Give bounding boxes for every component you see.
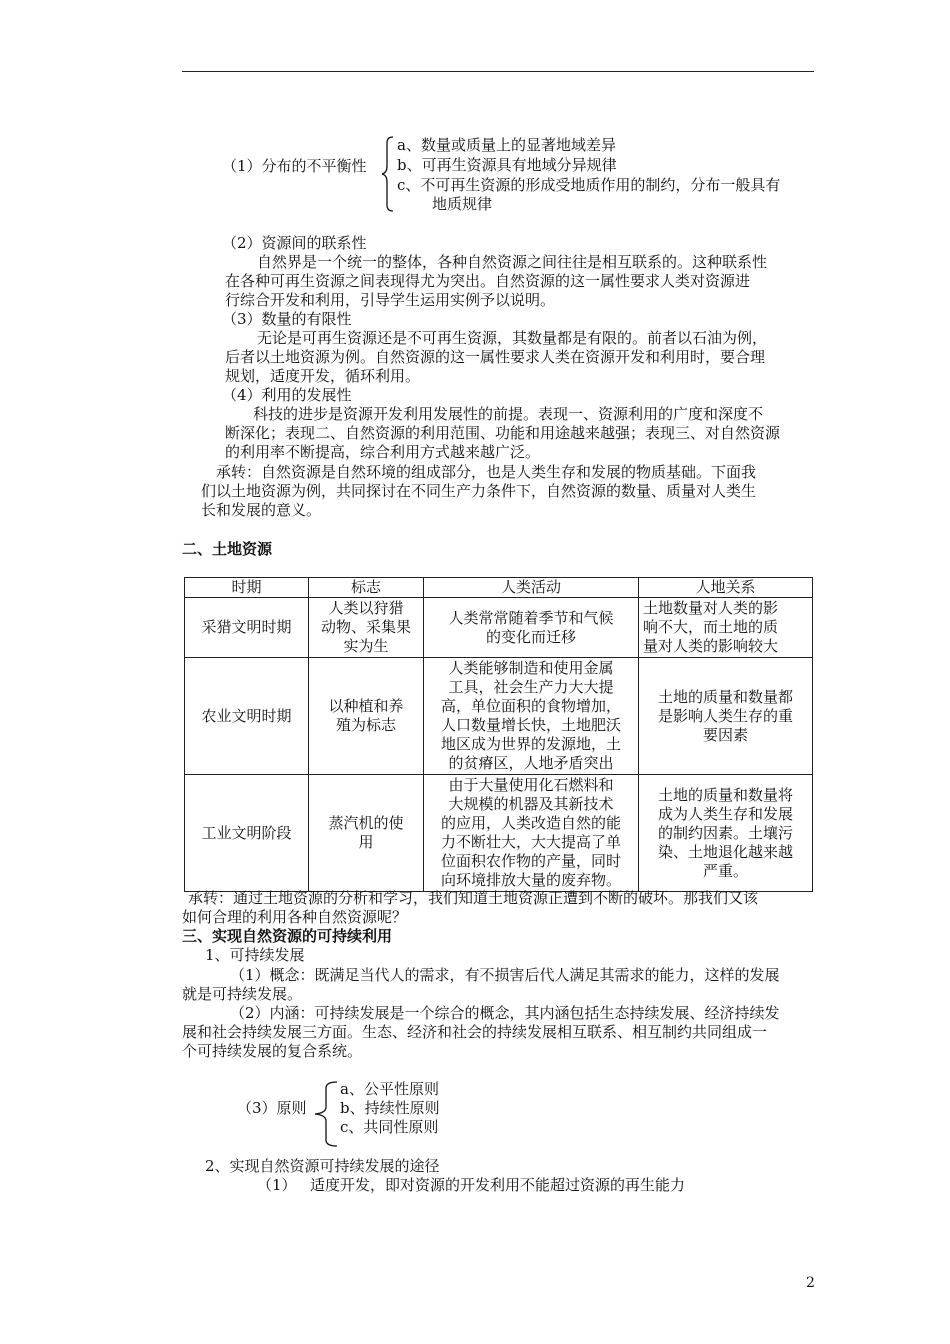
linkage-line-2: 在各种可再生资源之间表现得尤为突出。自然资源的这一属性要求人类对资源进 — [225, 272, 751, 290]
transition-2-line-1: 承转：通过土地资源的分析和学习，我们知道土地资源正遭到不断的破坏。那我们又该 — [188, 889, 759, 907]
cell-line: 的变化而迁移 — [485, 627, 576, 646]
distribution-item-c: c、不可再生资源的形成受地质作用的制约，分布一般具有 — [397, 176, 781, 194]
way-1-number: （1） — [257, 1176, 297, 1194]
linkage-title: （2）资源间的联系性 — [222, 234, 367, 252]
table-header-row — [185, 578, 813, 598]
cell-line: 染、土地退化越来越 — [657, 842, 793, 861]
development-line-2: 断深化；表现二、自然资源的利用范围、功能和用途越来越强；表现三、对自然资源 — [225, 424, 781, 442]
cell-line: 严重。 — [702, 861, 748, 880]
cell-line: 人类能够制造和使用金属 — [448, 659, 614, 677]
table-row — [185, 598, 813, 658]
limited-line-1: 无论是可再生资源还是不可再生资源，其数量都是有限的。前者以石油为例， — [257, 329, 768, 347]
relation-cell — [639, 775, 813, 892]
cell-line: 动物、采集果 — [320, 618, 411, 636]
cell-line: 高，单位面积的食物增加， — [440, 697, 621, 715]
cell-line: 是影响人类生存的重 — [657, 706, 793, 725]
cell-line: 大规模的机器及其新技术 — [448, 795, 614, 813]
ways-subheading: 2、实现自然资源可持续发展的途径 — [205, 1157, 440, 1175]
cell-line: 蒸汽机的使 — [328, 814, 404, 832]
activity-cell — [424, 775, 639, 892]
cell-line: 土地的质量和数量都 — [657, 687, 793, 706]
way-1-text: 适度开发，即对资源的开发利用不能超过资源的再生能力 — [310, 1176, 686, 1194]
concept-line-2: 就是可持续发展。 — [182, 985, 303, 1003]
section-2-heading: 二、土地资源 — [182, 540, 273, 558]
transition-1-line-3: 长和发展的意义。 — [201, 501, 322, 519]
cell-line: 的制约因素。土壤污 — [657, 823, 793, 842]
activity-cell — [424, 598, 639, 658]
cell-line: 实为生 — [343, 637, 389, 655]
cell-line: 成为人类生存和发展 — [657, 804, 793, 823]
connotation-line-2: 展和社会持续发展三方面。生态、经济和社会的持续发展相互联系、相互制约共同组成一 — [182, 1023, 768, 1041]
cell-line: 土地的质量和数量将 — [657, 785, 793, 804]
cell-line: 的贫瘠区，人地矛盾突出 — [448, 754, 614, 772]
cell-line: 要因素 — [702, 725, 748, 744]
table-header-cell: 人地关系 — [639, 578, 813, 598]
distribution-item-a: a、数量或质量上的显著地域差异 — [397, 136, 616, 154]
principle-item-b: b、持续性原则 — [340, 1099, 440, 1117]
period-cell: 采猎文明时期 — [185, 598, 309, 658]
cell-line: 人类以狩猎 — [328, 599, 404, 617]
distribution-label: （1）分布的不平衡性 — [222, 157, 367, 175]
limited-title: （3）数量的有限性 — [222, 310, 352, 328]
connotation-line-3: 个可持续发展的复合系统。 — [182, 1042, 363, 1060]
cell-line: 工具，社会生产力大大提 — [448, 678, 614, 696]
transition-1-line-2: 们以土地资源为例，共同探讨在不同生产力条件下，自然资源的数量、质量对人类生 — [201, 482, 757, 500]
left-brace-icon — [380, 135, 396, 213]
cell-line: 地区成为世界的发源地，土 — [440, 735, 621, 753]
transition-1-line-1: 承转：自然资源是自然环境的组成部分，也是人类生存和发展的物质基础。下面我 — [216, 463, 757, 481]
limited-line-3: 规划，适度开发，循环利用。 — [225, 367, 421, 385]
cell-line: 位面积农作物的产量，同时 — [440, 852, 621, 870]
linkage-line-3: 行综合开发和利用，引导学生运用实例予以说明。 — [225, 291, 556, 309]
cell-line: 力不断壮大，大大提高了单 — [440, 833, 621, 851]
principle-label: （3）原则 — [237, 1099, 307, 1117]
mark-cell — [309, 598, 424, 658]
period-cell: 农业文明时期 — [185, 658, 309, 775]
relation-cell — [639, 598, 813, 658]
table-row — [185, 658, 813, 775]
left-brace-icon — [312, 1080, 340, 1148]
table-header-cell: 时期 — [185, 578, 309, 598]
cell-line: 土地数量对人类的影 — [643, 599, 779, 617]
table-row — [185, 775, 813, 892]
table-header-cell: 标志 — [309, 578, 424, 598]
distribution-item-c-cont: 地质规律 — [432, 195, 493, 213]
connotation-line-1: （2）内涵：可持续发展是一个综合的概念，其内涵包括生态持续发展、经济持续发 — [230, 1004, 780, 1022]
development-line-1: 科技的进步是资源开发利用发展性的前提。表现一、资源利用的广度和深度不 — [253, 405, 764, 423]
land-resource-table — [184, 577, 813, 892]
development-title: （4）利用的发展性 — [222, 386, 352, 404]
limited-line-2: 后者以土地资源为例。自然资源的这一属性要求人类在资源开发和利用时，要合理 — [225, 348, 766, 366]
cell-line: 向环境排放大量的废弃物。 — [440, 871, 621, 889]
page-number: 2 — [806, 1275, 815, 1291]
sustainable-subheading: 1、可持续发展 — [205, 946, 305, 964]
cell-line: 用 — [358, 833, 374, 851]
header-rule — [182, 71, 814, 72]
distribution-item-b: b、可再生资源具有地域分异规律 — [397, 156, 617, 174]
table-header-cell: 人类活动 — [424, 578, 639, 598]
activity-cell — [424, 658, 639, 775]
cell-line: 人类常常随着季节和气候 — [448, 608, 614, 627]
section-3-heading: 三、实现自然资源的可持续利用 — [182, 927, 393, 945]
relation-cell — [639, 658, 813, 775]
cell-line: 以种植和养 — [328, 697, 404, 715]
cell-line: 响不大，而土地的质 — [643, 618, 779, 636]
cell-line: 殖为标志 — [335, 716, 396, 734]
transition-2-line-2: 如何合理的利用各种自然资源呢？ — [182, 908, 408, 926]
linkage-line-1: 自然界是一个统一的整体，各种自然资源之间往往是相互联系的。这种联系性 — [257, 253, 768, 271]
cell-line: 由于大量使用化石燃料和 — [448, 776, 614, 794]
cell-line: 人口数量增长快，土地肥沃 — [440, 716, 621, 734]
concept-line-1: （1）概念：既满足当代人的需求，有不损害后代人满足其需求的能力，这样的发展 — [230, 966, 780, 984]
cell-line: 的应用，人类改造自然的能 — [440, 814, 621, 832]
mark-cell — [309, 775, 424, 892]
mark-cell — [309, 658, 424, 775]
period-cell: 工业文明阶段 — [185, 775, 309, 892]
cell-line: 量对人类的影响较大 — [643, 637, 779, 655]
principle-item-a: a、公平性原则 — [340, 1080, 439, 1098]
development-line-3: 的利用率不断提高，综合利用方式越来越广泛。 — [225, 443, 541, 461]
principle-item-c: c、共同性原则 — [340, 1118, 439, 1136]
